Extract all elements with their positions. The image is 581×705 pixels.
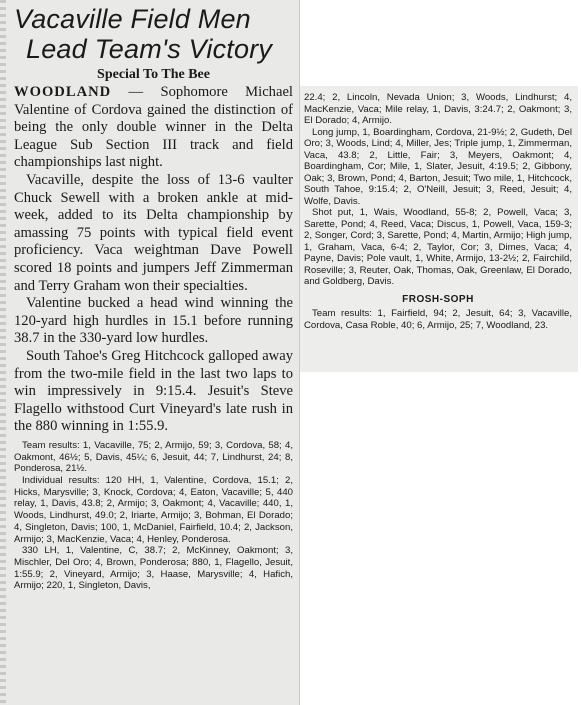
team-results: Team results: 1, Vacaville, 75; 2, Armijo, 59; 3, Cordova, 58; 4, Oakmont, 46½; 5, Davis, 45¼; 6, Jesuit, 44; 7, Lindhurst, 24; 8, Ponderosa, 21½. (14, 439, 293, 475)
frosh-soph-results: Team results: 1, Fairfield, 94; 2, Jesuit, 64; 3, Vacaville, Cordova, Casa Roble, 40; 6, Armijo, 25; 7, Woodland, 23. (304, 308, 572, 331)
article-paragraph: Vacaville, despite the loss of 13-6 vaulter Chuck Sewell with a broken ankle at mid-week, added to its Delta championship by amassing 75 points with typical field event proficiency. Vaca weightman Dave Powell scored 18 points and jumpers Jeff Zimmerman and Terry Graham won their specialties. (14, 171, 293, 294)
individual-results: Individual results: 120 HH, 1, Valentine, Cordova, 15.1; 2, Hicks, Marysville; 3, Knock, Cordova; 4, Eaton, Vacaville; 5, 440 relay, 1, Davis, 43.8; 2, Armijo; 3, Oakmont; 4, Vacaville; 440, 1, Woods, Lindhurst, 49.0; 2, Iriarte, Armijo; 3, Bohman, El Dorado; 4, Singleton, Davis; 100, 1, McDaniel, Fairfield, 10.4; 2, Jackson, Armijo; 3, MacKenzie, Vaca; 4, Henley, Ponderosa. (14, 474, 293, 545)
frosh-soph-heading: FROSH-SOPH (402, 293, 474, 305)
field-results: Long jump, 1, Boardingham, Cordova, 21-9½; 2, Gudeth, Del Oro; 3, Woods, Lind; 4, Miller, Jes; Triple jump, 1, Zimmerman, Vaca, 43.8; 2, Little, Fair; 3, Meyers, Oakmont; 4, Boardingham, Cor; Mile, 1, Slater, Jesuit, 4:19.5; 2, Gibbony, Oak; 3, Brown, Pond; 4, Barton, Jesuit; Two mile, 1, Hitchcock, South Tahoe, 9:15.4; 2, O'Neill, Jesuit; 3, Reed, Jesuit; 4, Wolfe, Davis. (304, 126, 572, 207)
article-paragraph: Valentine bucked a head wind winning the 120-yard high hurdles in 15.1 before running 38.7 in the 330-yard low hurdles. (14, 295, 293, 347)
paragraph-text: — Sophomore Michael Valentine of Cordova gained the distinction of being the only double winner in the Delta League Sub Section III track and field championships last night. (14, 84, 293, 171)
article-paragraph (14, 84, 293, 172)
low-hurdles-results: 330 LH, 1, Valentine, C, 38.7; 2, McKinney, Oakmont; 3, Mischler, Del Oro; 4, Brown, Ponderosa; 880, 1, Flagello, Jesuit, 1:55.9; 2, Vineyard, Armijo; 3, Haase, Marysville; 4, Hafich, Armijo; 220, 1, Singleton, Davis, (14, 545, 293, 592)
results-block (14, 440, 293, 592)
article-body (14, 84, 293, 436)
article-paragraph: South Tahoe's Greg Hitchcock galloped away from the two-mile field in the last two laps to win impressively in 9:15.4. Jesuit's Steve Flagello withstood Curt Vineyard's late rush in the 880 winning in 1:55.9. (14, 347, 293, 435)
continued-results-column (300, 86, 578, 372)
throws-results: Shot put, 1, Wais, Woodland, 55-8; 2, Powell, Vaca; 3, Sarette, Pond; 4, Reed, Vaca; Discus, 1, Powell, Vaca, 159-3; 2, Songer, Cord; 3, Sarette, Pond; 4, Martin, Armijo; High jump, 1, Graham, Vaca, 6-4; 2, Taylor, Cor; 3, Dimes, Vaca; 4, Payne, Davis; Pole vault, 1, White, Armijo, 13-2½; 2, Fairchild, Roseville; 3, Reuter, Oak, Thomas, Oak, Greenlaw, El Dorado, and Goldberg, Davis. (304, 207, 572, 287)
dateline: WOODLAND (14, 84, 112, 100)
headline-line-2: Lead Team's Victory (26, 34, 273, 64)
results-continued: 22.4; 2, Lincoln, Nevada Union; 3, Woods, Lindhurst; 4, MacKenzie, Vaca; Mile relay, 1, Davis, 3:24.7; 2, Oakmont; 3, El Dorado; 4, Armijo. (304, 92, 572, 126)
headline-line-1: Vacaville Field Men (14, 4, 251, 34)
kicker: Special To The Bee (97, 67, 210, 82)
torn-edge (0, 0, 6, 705)
